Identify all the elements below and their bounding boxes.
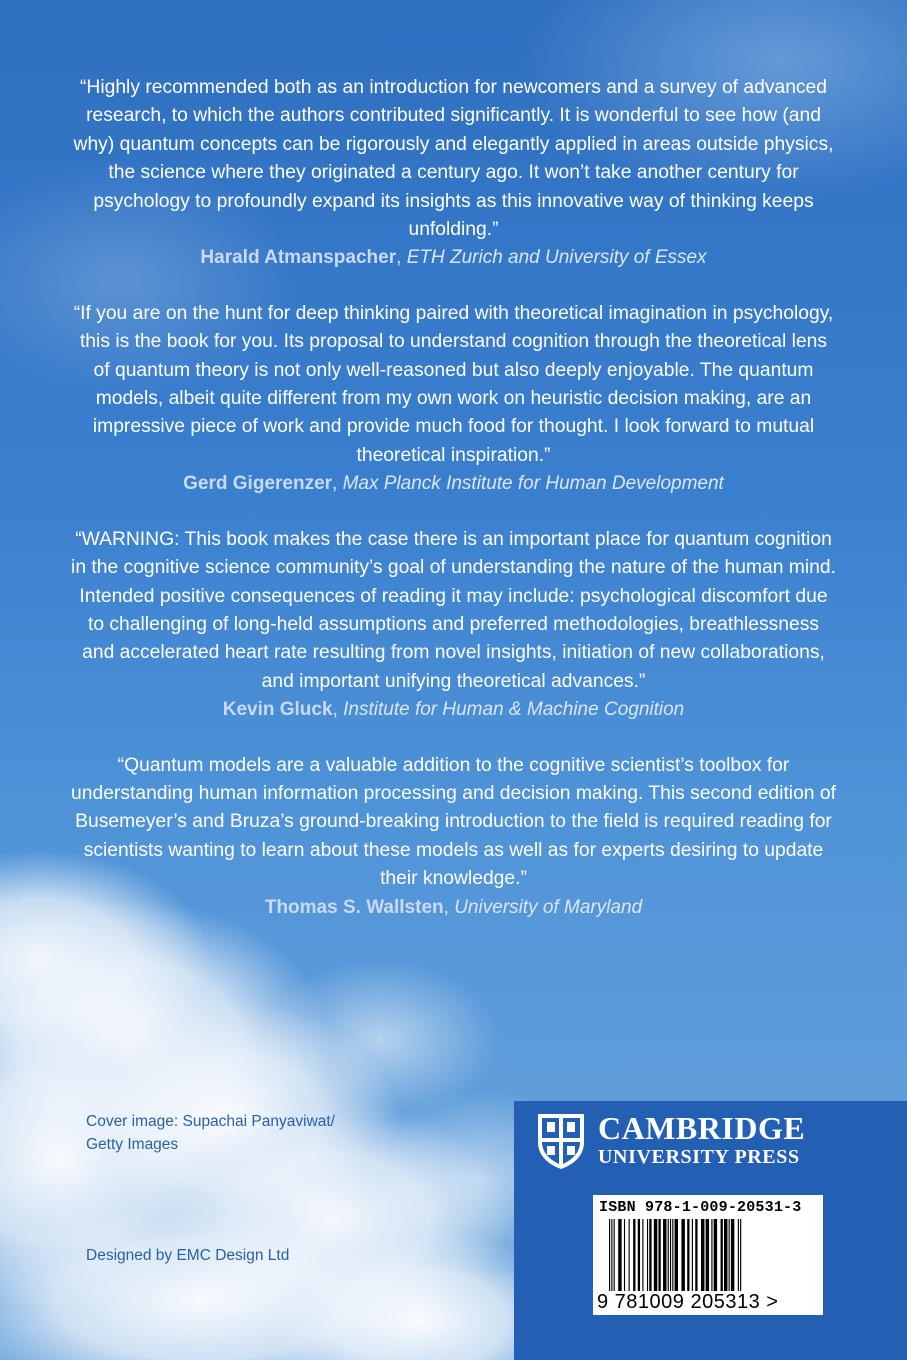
designer-credit: Designed by EMC Design Ltd <box>86 1247 290 1264</box>
endorsement-1 <box>70 74 837 273</box>
attribution-separator: , <box>443 896 455 918</box>
publisher-name-line-2: UNIVERSITY PRESS <box>598 1146 800 1168</box>
barcode-bars <box>593 1219 823 1295</box>
barcode-bar <box>706 1219 709 1291</box>
quote-attribution <box>70 244 837 272</box>
isbn-label: ISBN 978-1-009-20531-3 <box>599 1199 802 1216</box>
attribution-separator: , <box>332 473 343 495</box>
endorsements <box>70 74 837 949</box>
barcode-bar <box>642 1219 643 1291</box>
quote-text: “Highly recommended both as an introduction for newcomers and a survey of advanced research, to which the authors contributed significantly. It is wonderful to see how (and why) quantum concepts can be rigorously and elegantly applied in areas outside physics, the science where they originated a century ago. It won’t take another century for psychology to profoundly expand its insights as this innovative way of thinking keeps unfolding.” <box>73 77 834 241</box>
barcode-bar <box>724 1219 727 1291</box>
endorser-name: Harald Atmanspacher <box>200 247 397 269</box>
barcode-bar <box>668 1219 669 1291</box>
barcode-bar <box>609 1219 610 1291</box>
endorser-name: Kevin Gluck <box>222 699 333 721</box>
barcode-bar <box>740 1219 741 1291</box>
barcode-bar <box>658 1219 660 1291</box>
barcode-bar <box>654 1219 657 1291</box>
barcode-bar <box>611 1219 612 1291</box>
barcode-bar <box>633 1219 635 1291</box>
barcode-bar <box>614 1219 615 1291</box>
barcode-bar <box>711 1219 712 1291</box>
publisher-name <box>598 1110 805 1168</box>
endorser-name: Gerd Gigerenzer <box>183 473 333 495</box>
barcode-bar <box>629 1219 630 1291</box>
barcode-bar <box>738 1219 739 1291</box>
quote-attribution <box>70 894 837 922</box>
barcode-bar <box>675 1219 678 1291</box>
attribution-separator: , <box>332 699 344 721</box>
barcode-bar <box>670 1219 671 1291</box>
barcode-bar <box>681 1219 684 1291</box>
barcode-bar <box>624 1219 625 1291</box>
quote-text: “If you are on the hunt for deep thinking paired with theoretical imagination in psychology, this is the book for you. Its proposal to understand cognition through the theoretical lens of quantum theory is not only well-reasoned but also deeply enjoyable. The quantum models, albeit quite different from my own work on heuristic decision making, are an impressive piece of work and provide much food for thought. I look forward to mutual theoretical inspiration.” <box>73 302 834 466</box>
barcode-bar <box>731 1219 734 1291</box>
barcode-bar <box>647 1219 648 1291</box>
quote-attribution <box>70 696 837 724</box>
barcode-bar <box>687 1219 689 1291</box>
barcode-bar <box>692 1219 693 1291</box>
endorser-affiliation: Institute for Human & Machine Cognition <box>343 699 685 721</box>
barcode-digits: 9 781009 205313 > <box>597 1291 779 1313</box>
quote-text: “WARNING: This book makes the case there is an important place for quantum cognition in the cognitive science community’s goal of understanding the nature of the human mind. Intended positive consequences of reading it may include: psychological discomfort due to challenging of long-held assumptions and preferred methodologies, breathlessness and accelerated heart rate resulting from novel insights, initiation of new collaborations, and important unifying theoretical advances.” <box>71 528 836 692</box>
cover-credit-line-1: Cover image: Supachai Panyaviwat/ <box>86 1113 335 1130</box>
barcode-bar <box>701 1219 704 1291</box>
barcode-bar <box>638 1219 640 1291</box>
barcode-bar <box>695 1219 697 1291</box>
endorser-name: Thomas S. Wallsten <box>264 896 444 918</box>
university-shield-icon <box>536 1112 586 1170</box>
endorser-affiliation: University of Maryland <box>454 896 643 918</box>
barcode-bar <box>672 1219 673 1291</box>
quote-text: “Quantum models are a valuable addition to the cognitive scientist’s toolbox for understanding human information processing and decision making. This second edition of Busemeyer’s and Bruza’s ground-breaking introduction to the field is required reading for scientists wanting to learn about these models as well as for experts desiring to update their knowledge.” <box>71 754 836 890</box>
barcode-bar <box>649 1219 651 1291</box>
endorsement-2 <box>70 300 837 499</box>
quote-attribution <box>70 470 837 498</box>
attribution-separator: , <box>396 247 407 269</box>
barcode-bar <box>714 1219 717 1291</box>
barcode-bar <box>663 1219 666 1291</box>
endorsement-3 <box>70 526 837 725</box>
barcode-bar <box>721 1219 723 1291</box>
barcode-bar <box>729 1219 730 1291</box>
endorser-affiliation: Max Planck Institute for Human Development <box>342 473 724 495</box>
cover-image-credit <box>86 1110 335 1156</box>
endorsement-4 <box>70 752 837 922</box>
cover-credit-line-2: Getty Images <box>86 1136 179 1153</box>
publisher-name-line-1: CAMBRIDGE <box>598 1110 806 1146</box>
barcode-bar <box>618 1219 621 1291</box>
endorser-affiliation: ETH Zurich and University of Essex <box>406 247 707 269</box>
isbn-barcode <box>593 1195 823 1315</box>
